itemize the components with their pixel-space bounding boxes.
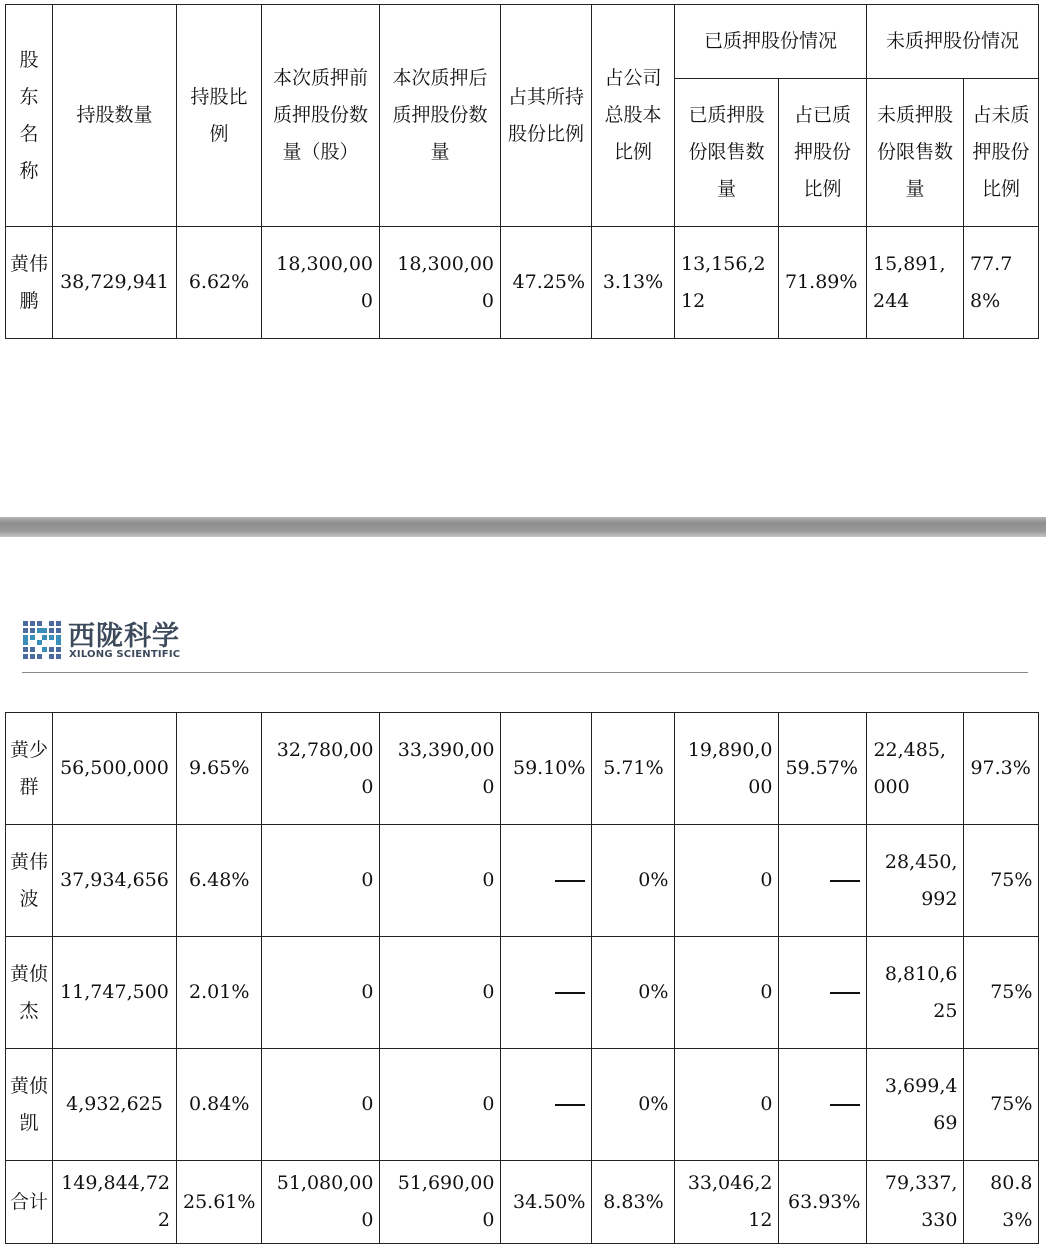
own-ratio-cell	[501, 1049, 592, 1161]
pledged-limited-cell: 19,890,000	[675, 713, 779, 825]
shares-cell: 149,844,722	[53, 1161, 177, 1244]
pledged-limited-cell: 13,156,212	[675, 227, 779, 339]
dash-mark	[830, 1104, 860, 1106]
pre-pledge-cell: 0	[262, 1049, 380, 1161]
logo-chinese-name: 西陇科学	[68, 621, 180, 652]
post-pledge-cell: 0	[380, 937, 501, 1049]
own-ratio-cell	[501, 825, 592, 937]
shareholder-name: 黄伟波	[6, 825, 53, 937]
unpledged-ratio-cell: 80.83%	[964, 1161, 1039, 1244]
unpledged-ratio-cell: 75%	[964, 1049, 1039, 1161]
pre-pledge-cell: 0	[262, 825, 380, 937]
shares-cell: 38,729,941	[53, 227, 177, 339]
table-row	[6, 937, 1039, 1049]
table-row	[6, 825, 1039, 937]
header-share-ratio: 持股比例	[177, 5, 262, 227]
company-logo	[22, 618, 282, 662]
own-ratio-cell: 47.25%	[501, 227, 592, 339]
post-pledge-cell: 18,300,000	[380, 227, 501, 339]
dash-mark	[830, 992, 860, 994]
pledged-ratio-cell: 71.89%	[779, 227, 867, 339]
unpledged-ratio-cell: 75%	[964, 825, 1039, 937]
header-shareholder-name: 股东名称	[6, 5, 53, 227]
unpledged-limited-cell: 15,891,244	[867, 227, 964, 339]
header-pledged-group: 已质押股份情况	[675, 5, 867, 79]
unpledged-limited-cell: 8,810,625	[867, 937, 964, 1049]
unpledged-limited-cell: 3,699,469	[867, 1049, 964, 1161]
pre-pledge-cell: 51,080,000	[262, 1161, 380, 1244]
pledged-limited-cell: 33,046,212	[675, 1161, 779, 1244]
header-unpledged-ratio: 占未质押股份比例	[964, 79, 1039, 227]
pledged-ratio-cell: 63.93%	[779, 1161, 867, 1244]
shareholder-name: 黄侦凯	[6, 1049, 53, 1161]
header-divider	[22, 672, 1028, 673]
unpledged-limited-cell: 79,337,330	[867, 1161, 964, 1244]
unpledged-ratio-cell: 75%	[964, 937, 1039, 1049]
post-pledge-cell: 0	[380, 1049, 501, 1161]
pledged-limited-cell: 0	[675, 937, 779, 1049]
ratio-cell: 9.65%	[177, 713, 262, 825]
pre-pledge-cell: 32,780,000	[262, 713, 380, 825]
pledged-ratio-cell	[779, 937, 867, 1049]
shares-cell: 37,934,656	[53, 825, 177, 937]
ratio-cell: 6.62%	[177, 227, 262, 339]
dash-mark	[830, 880, 860, 882]
page-break	[0, 517, 1046, 537]
logo-english-name: XILONG SCIENTIFIC	[69, 649, 181, 660]
own-ratio-cell: 59.10%	[501, 713, 592, 825]
table-row	[6, 713, 1039, 825]
table-row	[6, 227, 1039, 339]
own-ratio-cell	[501, 937, 592, 1049]
ratio-cell: 25.61%	[177, 1161, 262, 1244]
unpledged-limited-cell: 28,450,992	[867, 825, 964, 937]
unpledged-ratio-cell: 77.78%	[964, 227, 1039, 339]
ratio-cell: 0.84%	[177, 1049, 262, 1161]
header-own-ratio: 占其所持股份比例	[501, 5, 592, 227]
shares-cell: 56,500,000	[53, 713, 177, 825]
post-pledge-cell: 33,390,000	[380, 713, 501, 825]
shareholder-name: 黄少群	[6, 713, 53, 825]
header-post-pledge: 本次质押后质押股份数量	[380, 5, 501, 227]
header-pledged-limited: 已质押股份限售数量	[675, 79, 779, 227]
unpledged-ratio-cell: 97.3%	[964, 713, 1039, 825]
shares-cell: 11,747,500	[53, 937, 177, 1049]
pledge-table-top	[5, 4, 1039, 339]
post-pledge-cell: 51,690,000	[380, 1161, 501, 1244]
total-ratio-cell: 0%	[592, 1049, 675, 1161]
total-ratio-cell: 0%	[592, 825, 675, 937]
ratio-cell: 6.48%	[177, 825, 262, 937]
pledged-limited-cell: 0	[675, 1049, 779, 1161]
header-unpledged-limited: 未质押股份限售数量	[867, 79, 964, 227]
dash-mark	[555, 992, 585, 994]
shareholder-name: 合计	[6, 1161, 53, 1244]
table-row	[6, 1049, 1039, 1161]
unpledged-limited-cell: 22,485,000	[867, 713, 964, 825]
pledged-ratio-cell	[779, 825, 867, 937]
total-ratio-cell: 5.71%	[592, 713, 675, 825]
total-ratio-cell: 3.13%	[592, 227, 675, 339]
ratio-cell: 2.01%	[177, 937, 262, 1049]
header-total-ratio: 占公司总股本比例	[592, 5, 675, 227]
shares-cell: 4,932,625	[53, 1049, 177, 1161]
post-pledge-cell: 0	[380, 825, 501, 937]
shareholder-name: 黄伟鹏	[6, 227, 53, 339]
header-unpledged-group: 未质押股份情况	[867, 5, 1039, 79]
logo-grid-icon	[22, 620, 62, 660]
table-row-total	[6, 1161, 1039, 1244]
header-shares: 持股数量	[53, 5, 177, 227]
own-ratio-cell: 34.50%	[501, 1161, 592, 1244]
pledge-table-bottom	[5, 712, 1039, 1244]
total-ratio-cell: 8.83%	[592, 1161, 675, 1244]
header-pledged-ratio: 占已质押股份比例	[779, 79, 867, 227]
header-pre-pledge: 本次质押前质押股份数量（股）	[262, 5, 380, 227]
shareholder-name: 黄侦杰	[6, 937, 53, 1049]
dash-mark	[555, 1104, 585, 1106]
pre-pledge-cell: 18,300,000	[262, 227, 380, 339]
pledged-ratio-cell: 59.57%	[779, 713, 867, 825]
pre-pledge-cell: 0	[262, 937, 380, 1049]
dash-mark	[555, 880, 585, 882]
total-ratio-cell: 0%	[592, 937, 675, 1049]
pledged-ratio-cell	[779, 1049, 867, 1161]
pledged-limited-cell: 0	[675, 825, 779, 937]
